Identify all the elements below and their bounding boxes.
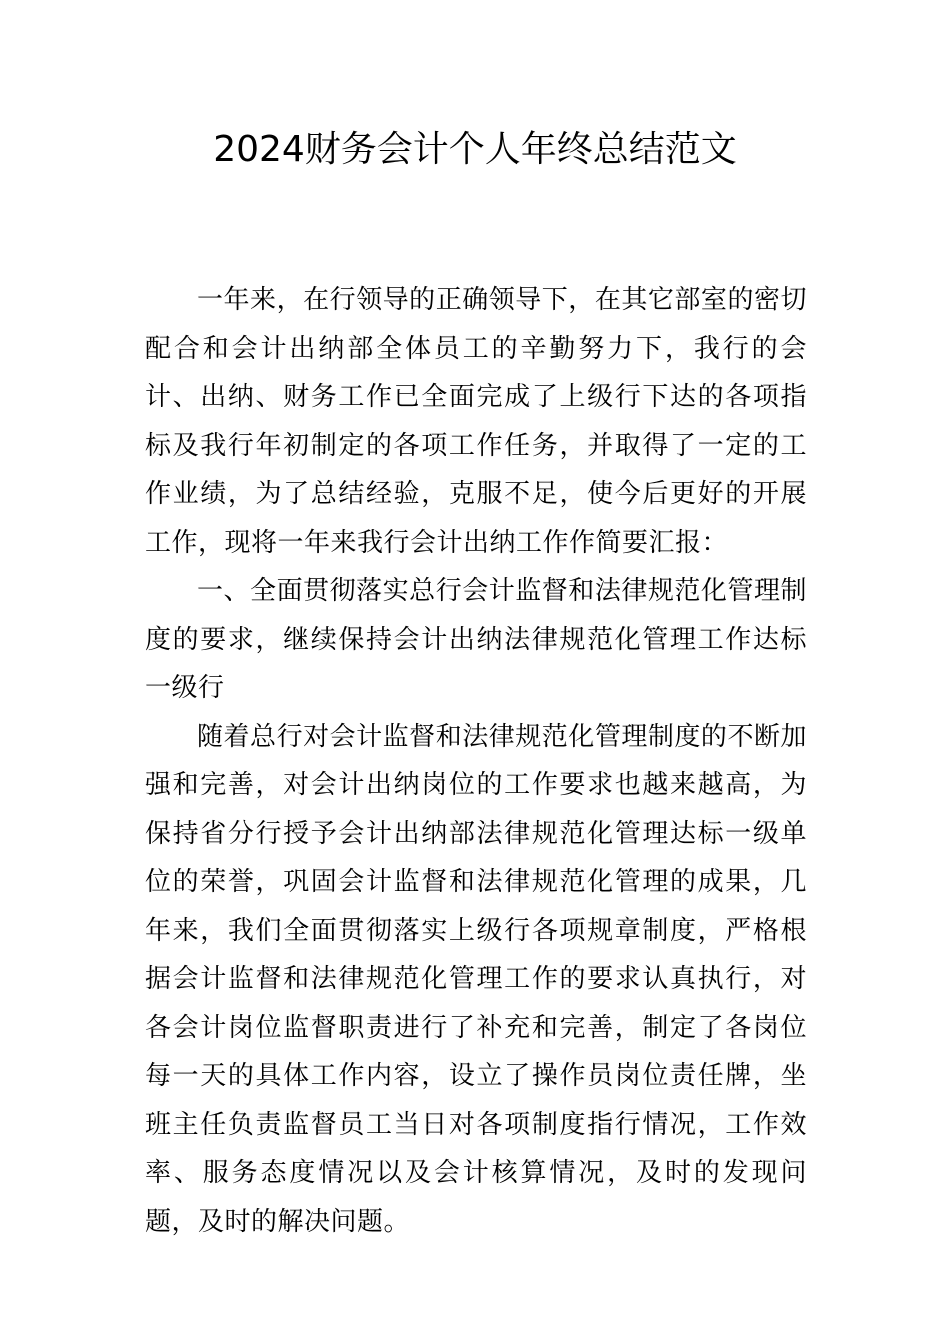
paragraph-section-heading: 一、全面贯彻落实总行会计监督和法律规范化管理制度的要求，继续保持会计出纳法律规范化管理工作达标一级行 bbox=[145, 576, 807, 703]
document-body bbox=[145, 276, 807, 1246]
paragraph-intro: 一年来，在行领导的正确领导下，在其它部室的密切配合和会计出纳部全体员工的辛勤努力下，我行的会计、出纳、财务工作已全面完成了上级行下达的各项指标及我行年初制定的各项工作任务，并取得了一定的工作业绩，为了总结经验，克服不足，使今后更好的开展工作，现将一年来我行会计出纳工作作简要汇报： bbox=[145, 285, 807, 558]
document-title: 2024财务会计个人年终总结范文 bbox=[213, 129, 737, 170]
paragraph-section-content: 随着总行对会计监督和法律规范化管理制度的不断加强和完善，对会计出纳岗位的工作要求也越来越高，为保持省分行授予会计出纳部法律规范化管理达标一级单位的荣誉，巩固会计监督和法律规范化管理的成果，几年来，我们全面贯彻落实上级行各项规章制度，严格根据会计监督和法律规范化管理工作的要求认真执行，对各会计岗位监督职责进行了补充和完善，制定了各岗位每一天的具体工作内容，设立了操作员岗位责任牌，坐班主任负责监督员工当日对各项制度指行情况，工作效率、服务态度情况以及会计核算情况，及时的发现问题，及时的解决问题。 bbox=[145, 721, 807, 1237]
